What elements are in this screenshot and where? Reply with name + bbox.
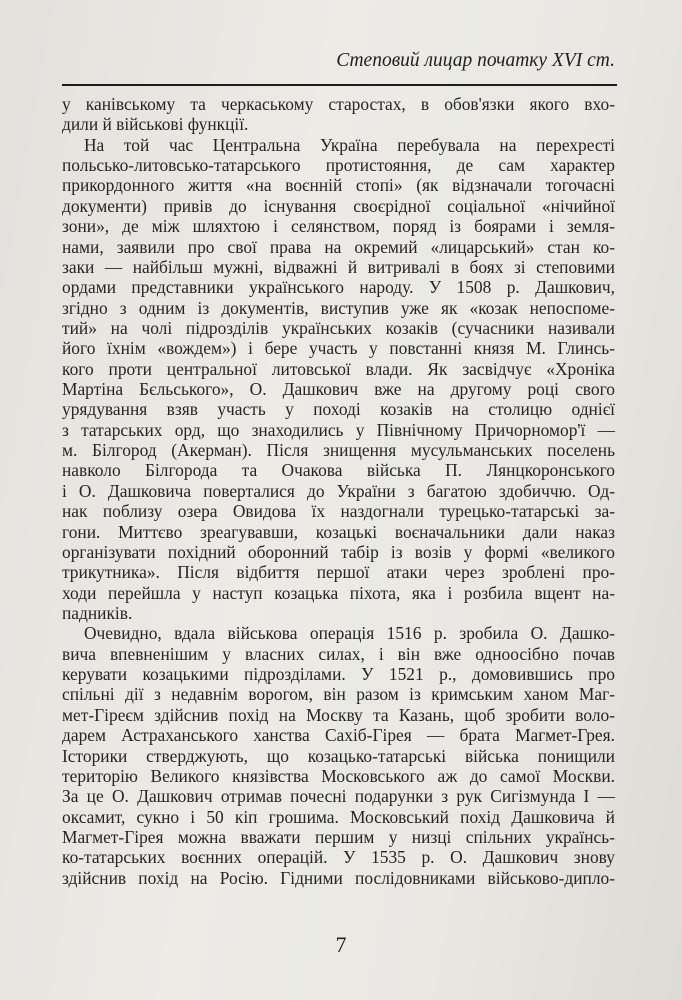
text-line: На той час Центральна Україна перебувала на перехресті <box>84 134 615 155</box>
text-line: навколо Білгорода та Очакова війська П. Лянцкоронського <box>62 460 615 481</box>
text-line: дили й військові функції. <box>62 114 249 135</box>
text-line: з татарських орд, що знаходились у Північному Причорномор'ї — <box>62 419 615 440</box>
text-line: мет-Гіреєм здійснив похід на Москву та Казань, щоб зробити воло- <box>62 704 615 725</box>
running-header: Степовий лицар початку XVI ст. <box>336 50 615 71</box>
text-line: гони. Миттєво зреагувавши, козацькі воєначальники дали наказ <box>62 521 615 542</box>
text-line: Очевидно, вдала військова операція 1516 р. зробила О. Дашко- <box>84 623 615 644</box>
text-line: ходи перейшла у наступ козацька піхота, яка і розбила вщент на- <box>62 582 615 603</box>
text-line: дарем Астраханського ханства Сахіб-Гірея — брата Магмет-Грея. <box>62 725 615 746</box>
text-line: спільні дії з недавнім ворогом, він разом із кримським ханом Маг- <box>62 684 615 705</box>
text-line: За це О. Дашкович отримав почесні подарунки з рук Сигізмунда I — <box>62 786 615 807</box>
text-line: здійснив похід на Росію. Гідними послідовниками військово-дипло- <box>62 867 615 888</box>
text-line: згідно з одним із документів, виступив уже як «козак непоспоме- <box>62 297 615 318</box>
text-line: Мартіна Бєльського», О. Дашкович вже на другому році свого <box>62 379 615 400</box>
text-line: його їхнім «вождем») і бере участь у повстанні князя М. Глинсь- <box>62 338 615 359</box>
text-line: урядування взяв участь у поході козаків на столицю однієї <box>62 399 615 420</box>
text-line: і О. Дашковича поверталися до України з багатою здобиччю. Од- <box>62 480 615 501</box>
text-line: вича впевненішим у власних силах, і він вже одноосібно почав <box>62 643 615 664</box>
text-line: оксамит, сукно і 50 кіп грошима. Московський похід Дашковича й <box>62 806 615 827</box>
page-number: 7 <box>335 932 347 957</box>
text-line: територію Великого князівства Московського аж до самої Москви. <box>62 765 615 786</box>
text-line: ордами представники українського народу. У 1508 р. Дашкович, <box>62 277 615 298</box>
body-text <box>62 94 615 888</box>
text-line: заки — найбільш мужні, відважні й витривалі в боях зі степовими <box>62 256 615 277</box>
header-rule <box>62 84 617 86</box>
text-line: м. Білгород (Акерман). Після знищення мусульманських поселень <box>62 440 615 461</box>
text-line: тий» на чолі підрозділів українських козаків (сучасники називали <box>62 317 615 338</box>
text-line: зони», де між шляхтою і селянством, поряд із боярами і земля- <box>62 216 615 237</box>
text-line: у канівському та черкаському старостах, в обов'язки якого вхо- <box>62 94 615 114</box>
text-line: керувати козацькими підрозділами. У 1521 р., домовившись про <box>62 664 615 685</box>
text-line: нами, заявили про свої права на окремий «лицарський» стан ко- <box>62 236 615 257</box>
text-line: Історики стверджують, що козацько-татарські війська понищили <box>62 745 615 766</box>
text-line: падників. <box>62 602 133 623</box>
text-line: ко-татарських воєнних операцій. У 1535 р. О. Дашкович знову <box>62 847 615 868</box>
text-line: прикордонного життя «на воєнній стопі» (як відзначали тогочасні <box>62 175 615 196</box>
text-line: організувати похідний оборонний табір із возів у формі «великого <box>62 541 615 562</box>
text-line: кого проти центральної литовської влади. Як засвідчує «Хроніка <box>62 358 615 379</box>
text-line: документи) привів до існування своєрідної соціальної «нічийної <box>62 195 615 216</box>
text-line: польсько-литовсько-татарського протистояння, де сам характер <box>62 155 615 176</box>
text-line: нак поблизу озера Овидова їх наздогнали турецько-татарські за- <box>62 501 615 522</box>
text-line: Магмет-Гірея можна вважати першим у низці спільних українсь- <box>62 826 615 847</box>
text-line: трикутника». Після відбиття першої атаки через зроблені про- <box>62 562 615 583</box>
